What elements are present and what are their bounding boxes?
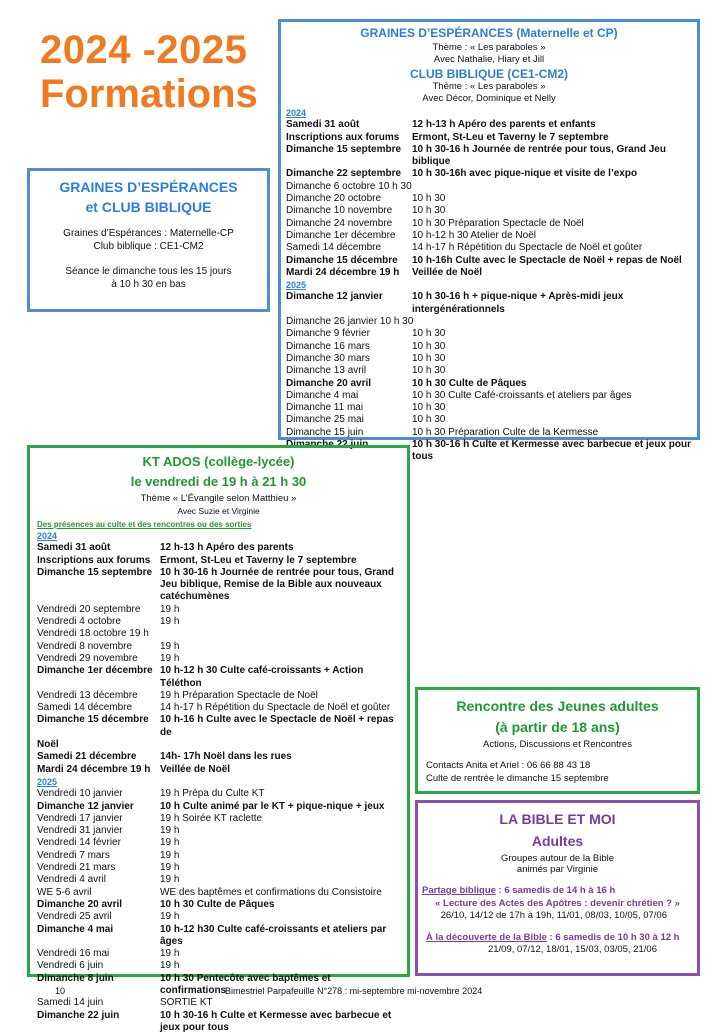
footer-text: Bimestriel Parpafeuille N°278 : mi-septembre mi-novembre 2024 xyxy=(225,986,483,996)
schedule-date: Dimanche 10 novembre xyxy=(286,205,393,217)
schedule-date: Noël xyxy=(37,739,59,751)
schedule-info: 10 h 30-16h avec pique-nique et visite de l’expo xyxy=(412,168,638,180)
schedule-info: 19 h xyxy=(160,652,180,664)
schedule-row xyxy=(37,997,399,1009)
schedule-date: Mardi 24 décembre 19 h xyxy=(37,763,151,775)
title-years: 2024 -2025 xyxy=(40,28,248,72)
schedule-info: Veillée de Noël xyxy=(160,763,231,775)
schedule-row xyxy=(286,168,696,180)
schedule-info xyxy=(412,316,696,328)
schedule-date: Dimanche 12 janvier xyxy=(286,291,383,303)
schedule-info: 10 h 30 xyxy=(412,340,446,352)
schedule-date: Dimanche 30 mars xyxy=(286,352,370,364)
schedule-date: Vendredi 20 septembre xyxy=(37,603,141,615)
schedule-date: Samedi 31 août xyxy=(286,119,360,131)
schedule-info: Veillée de Noël xyxy=(412,266,483,278)
schedule-row xyxy=(37,924,399,949)
schedule-row xyxy=(37,616,399,628)
schedule-date: Dimanche 15 décembre xyxy=(37,714,149,726)
summary-title-2: et CLUB BIBLIQUE xyxy=(85,199,212,215)
summary-line-2: Club biblique : CE1-CM2 xyxy=(93,241,204,252)
schedule-info: 10 h Culte animé par le KT + pique-nique + jeux xyxy=(160,800,385,812)
schedule-info: 10 h-16h Culte avec le Spectacle de Noël + repas de Noël xyxy=(412,254,682,266)
schedule-info: 10 h 30 xyxy=(412,365,446,377)
schedule-date: Vendredi 4 octobre xyxy=(37,616,121,628)
schedule-info: 10 h-12 h30 Culte café-croissants et ateliers par âges xyxy=(160,923,387,947)
schedule-info: 10 h 30 Culte Café-croissants et ateliers par âges xyxy=(412,389,632,401)
year-label: 2024 xyxy=(286,108,307,118)
schedule-row xyxy=(286,132,696,144)
schedule-row xyxy=(37,764,399,776)
schedule-date: Dimanche 20 avril xyxy=(286,377,372,389)
kt-title: KT ADOS (collège-lycée) xyxy=(142,454,295,469)
bible-sub-2: animés par Virginie xyxy=(516,864,599,875)
schedule-info: 19 h xyxy=(160,825,180,837)
schedule-date: Dimanche 20 avril xyxy=(37,898,123,910)
schedule-date: Vendredi 29 novembre xyxy=(37,652,138,664)
schedule-date: Dimanche 22 juin xyxy=(286,439,369,451)
schedule-info: 10 h 30 xyxy=(412,414,446,426)
schedule-date: Dimanche 4 mai xyxy=(286,389,359,401)
schedule-row xyxy=(286,267,696,279)
schedule-date: Samedi 21 décembre xyxy=(37,751,137,763)
club-theme: Thème : « Les paraboles » xyxy=(432,81,546,92)
schedule-info: 14 h-17 h Répétition du Spectacle de Noël et goûter xyxy=(160,702,391,714)
schedule-row xyxy=(286,181,696,193)
partage-line xyxy=(422,885,697,898)
schedule-info: 10 h-12 h 30 Culte café-croissants + Action Téléthon xyxy=(160,665,364,689)
schedule-row xyxy=(286,119,696,131)
schedule-row xyxy=(286,341,696,353)
schedule-date: Dimanche 12 janvier xyxy=(37,800,134,812)
schedule-info: 12 h-13 h Apéro des parents et enfants xyxy=(412,119,596,131)
schedule-date: Vendredi 16 mai xyxy=(37,948,110,960)
schedule-row xyxy=(37,825,399,837)
schedule-date: Inscriptions aux forums xyxy=(286,131,400,143)
schedule-info: 19 h Préparation Spectacle de Noël xyxy=(160,689,318,701)
year-label: 2024 xyxy=(37,531,58,541)
schedule-info: 10 h 30-16 h Culte et Kermesse avec barbecue et jeux pour tous xyxy=(160,1009,392,1033)
schedule-row xyxy=(37,862,399,874)
schedule-info: 19 h xyxy=(160,862,180,874)
decouverte-label: À la découverte de la Bible xyxy=(426,931,547,943)
schedule-date: Vendredi 10 janvier xyxy=(37,788,123,800)
schedule-date: Dimanche 16 mars xyxy=(286,340,370,352)
schedule-info: 19 h xyxy=(160,874,180,886)
schedule-row xyxy=(37,641,399,653)
jeunes-rentree: Culte de rentrée le dimanche 15 septembre xyxy=(426,773,609,784)
schedule-row xyxy=(37,714,399,739)
schedule-date: Dimanche 20 octobre xyxy=(286,193,382,205)
schedule-info: 14h- 17h Noël dans les rues xyxy=(160,751,292,763)
schedule-info: 10 h 30 Culte de Pâques xyxy=(412,377,527,389)
schedule-row xyxy=(37,837,399,849)
year-label: 2025 xyxy=(286,280,307,291)
schedule-info xyxy=(412,181,696,193)
schedule-row xyxy=(37,555,399,567)
schedule-info: 19 h xyxy=(160,603,180,615)
schedule-info: 10 h 30-16 h Culte et Kermesse avec barbecue et jeux pour tous xyxy=(412,439,692,463)
summary-line-1: Graines d’Espérances : Maternelle-CP xyxy=(63,228,234,239)
schedule-date: Dimanche 11 mai xyxy=(286,402,364,414)
schedule-info: 10 h 30 Préparation Culte de la Kermesse xyxy=(412,426,599,438)
schedule-info: 10 h 30 xyxy=(412,402,446,414)
schedule-date: Vendredi 18 octobre 19 h xyxy=(37,628,149,640)
schedule-date: WE 5-6 avril xyxy=(37,886,92,898)
schedule-info: 19 h xyxy=(160,837,180,849)
schedule-row xyxy=(286,378,696,390)
jeunes-sub: Actions, Discussions et Rencontres xyxy=(483,739,632,750)
schedule-row xyxy=(37,788,399,800)
year-label: 2025 xyxy=(37,776,58,787)
schedule-info: 10 h 30 xyxy=(412,328,446,340)
schedule-info: 19 h xyxy=(160,960,180,972)
schedule-date: Dimanche 25 mai xyxy=(286,414,364,426)
bible-sub-1: Groupes autour de la Bible xyxy=(500,853,615,864)
schedule-row xyxy=(286,205,696,217)
schedule-date: Dimanche 4 mai xyxy=(37,923,114,935)
schedule-date: Dimanche 13 avril xyxy=(286,365,367,377)
schedule-info: SORTIE KT xyxy=(160,997,213,1009)
schedule-row xyxy=(37,899,399,911)
schedule-info: 19 h xyxy=(160,911,180,923)
schedule-date: Dimanche 15 septembre xyxy=(37,566,153,578)
schedule-date: Dimanche 1er décembre xyxy=(286,229,396,241)
schedule-info: 14 h-17 h Répétition du Spectacle de Noël et goûter xyxy=(412,242,643,254)
decouverte-rest: : 6 samedis de 10 h 30 à 12 h xyxy=(546,931,680,943)
schedule-info: 19 h xyxy=(160,948,180,960)
schedule-row xyxy=(37,739,399,751)
schedule-row xyxy=(286,255,696,267)
club-title: CLUB BIBLIQUE (CE1-CM2) xyxy=(410,67,568,81)
schedule-row xyxy=(37,960,399,972)
schedule-date: Samedi 31 août xyxy=(37,542,111,554)
schedule-row xyxy=(286,414,696,426)
schedule-info: 19 h Soirée KT raclette xyxy=(160,812,263,824)
schedule-date: Vendredi 7 mars xyxy=(37,849,110,861)
schedule-info: 19 h xyxy=(160,640,180,652)
schedule-info: 10 h 30-16 h + pique-nique + Après-midi jeux intergénérationnels xyxy=(412,291,624,315)
decouverte-line xyxy=(426,932,697,945)
schedule-row xyxy=(37,948,399,960)
schedule-date: Dimanche 6 octobre 10 h 30 xyxy=(286,180,412,192)
schedule-info: 19 h Prépa du Culte KT xyxy=(160,788,265,800)
schedule-info: 10 h 30 Préparation Spectacle de Noël xyxy=(412,217,584,229)
schedule-row xyxy=(286,218,696,230)
schedule-info: 10 h 30-16 h Journée de rentrée pour tous, Grand Jeu biblique xyxy=(412,143,666,168)
schedule-date: Vendredi 4 avril xyxy=(37,874,106,886)
schedule-date: Samedi 14 décembre xyxy=(286,242,382,254)
title-formations: Formations xyxy=(40,72,258,116)
graines-club-schedule-box xyxy=(278,19,700,463)
schedule-info: WE des baptêmes et confirmations du Consistoire xyxy=(160,886,382,898)
graines-title: GRAINES D’ESPÉRANCES (Maternelle et CP) xyxy=(360,26,618,40)
jeunes-subtitle: (à partir de 18 ans) xyxy=(495,719,620,735)
summary-title-1: GRAINES D’ESPÉRANCES xyxy=(59,179,238,195)
schedule-row xyxy=(37,850,399,862)
schedule-row xyxy=(37,702,399,714)
schedule-info: 19 h xyxy=(160,616,180,628)
schedule-info xyxy=(160,739,399,751)
schedule-date: Dimanche 24 novembre xyxy=(286,217,393,229)
schedule-row xyxy=(286,291,696,316)
schedule-row xyxy=(286,193,696,205)
schedule-row xyxy=(286,230,696,242)
schedule-row xyxy=(37,801,399,813)
schedule-row xyxy=(286,144,696,169)
schedule-info: 12 h-13 h Apéro des parents xyxy=(160,542,294,554)
schedule-date: Inscriptions aux forums xyxy=(37,554,151,566)
summary-line-4: à 10 h 30 en bas xyxy=(111,279,186,290)
schedule-date: Dimanche 15 septembre xyxy=(286,143,402,155)
schedule-row xyxy=(37,751,399,763)
schedule-date: Vendredi 31 janvier xyxy=(37,825,123,837)
schedule-row xyxy=(37,813,399,825)
schedule-date: Dimanche 15 décembre xyxy=(286,254,398,266)
kt-theme: Thème « L’Évangile selon Matthieu » xyxy=(140,493,297,504)
schedule-row xyxy=(286,365,696,377)
kt-schedule xyxy=(37,519,399,1034)
schedule-info: 10 h-16 h Culte avec le Spectacle de Noël + repas de xyxy=(160,714,394,738)
schedule-row xyxy=(37,690,399,702)
schedule-info: 10 h-12 h 30 Atelier de Noël xyxy=(412,229,536,241)
schedule-row xyxy=(37,653,399,665)
schedule-row xyxy=(37,604,399,616)
schedule-info: Ermont, St-Leu et Taverny le 7 septembre xyxy=(412,131,609,143)
decouverte-dates: 21/09, 07/12, 18/01, 15/03, 03/05, 21/06 xyxy=(487,944,657,955)
schedule-info: 10 h 30 xyxy=(412,205,446,217)
schedule-row xyxy=(286,390,696,402)
schedule-date: Vendredi 21 mars xyxy=(37,862,116,874)
schedule-row xyxy=(286,427,696,439)
schedule-info: 10 h 30 xyxy=(412,352,446,364)
graines-theme: Thème : « Les paraboles » xyxy=(432,42,546,53)
schedule-info: 10 h 30 Culte de Pâques xyxy=(160,898,275,910)
schedule-date: Dimanche 22 septembre xyxy=(286,168,402,180)
schedule-row xyxy=(37,887,399,899)
bible-et-moi-box xyxy=(415,800,700,976)
schedule-info: 10 h 30-16 h Journée de rentrée pour tous, Grand Jeu biblique, Remise de la Bible aux nouveaux catéchumènes xyxy=(160,566,394,603)
schedule-date: Dimanche 22 juin xyxy=(37,1009,120,1021)
schedule-row xyxy=(37,665,399,690)
schedule-date: Dimanche 26 janvier 10 h 30 xyxy=(286,316,414,328)
page-number: 10 xyxy=(55,986,66,996)
jeunes-adultes-box xyxy=(415,687,700,794)
page-title xyxy=(40,28,260,116)
jeunes-title: Rencontre des Jeunes adultes xyxy=(456,698,659,714)
schedule-date: Vendredi 14 février xyxy=(37,837,121,849)
schedule-date: Dimanche 15 juin xyxy=(286,426,364,438)
schedule-row xyxy=(37,542,399,554)
schedule-info: 10 h 30 Pentecôte avec baptêmes et confirmations xyxy=(160,972,331,996)
graines-club-summary-box xyxy=(27,168,270,312)
schedule-date: Vendredi 8 novembre xyxy=(37,640,133,652)
schedule-date: Vendredi 25 avril xyxy=(37,911,112,923)
schedule-row xyxy=(286,402,696,414)
schedule-row xyxy=(37,874,399,886)
schedule-date: Vendredi 13 décembre xyxy=(37,689,138,701)
schedule-row xyxy=(37,911,399,923)
schedule-row xyxy=(286,353,696,365)
bible-subtitle: Adultes xyxy=(531,833,584,849)
schedule-row xyxy=(286,242,696,254)
kt-subtitle: le vendredi de 19 h à 21 h 30 xyxy=(130,474,307,489)
kt-with: Avec Suzie et Virginie xyxy=(177,506,260,516)
schedule-date: Dimanche 9 février xyxy=(286,328,370,340)
partage-dates: 26/10, 14/12 de 17h à 19h, 11/01, 08/03, 10/05, 07/06 xyxy=(440,910,667,921)
schedule-date: Dimanche 8 juin xyxy=(37,972,114,984)
schedule-date: Samedi 14 juin xyxy=(37,997,104,1009)
schedule-date: Vendredi 17 janvier xyxy=(37,812,123,824)
schedule-row xyxy=(286,328,696,340)
partage-label: Partage biblique xyxy=(422,885,496,896)
graines-schedule xyxy=(286,107,696,464)
graines-with: Avec Nathalie, Hiary et Jill xyxy=(433,54,545,65)
club-with: Avec Décor, Dominique et Nelly xyxy=(422,93,556,104)
schedule-date: Dimanche 1er décembre xyxy=(37,665,153,677)
schedule-date: Samedi 14 décembre xyxy=(37,702,133,714)
schedule-row xyxy=(37,1010,399,1034)
schedule-row xyxy=(286,316,696,328)
summary-line-3: Séance le dimanche tous les 15 jours xyxy=(65,266,232,277)
schedule-date: Vendredi 6 juin xyxy=(37,960,104,972)
schedule-row xyxy=(37,567,399,604)
kt-note: Des présences au culte et des rencontres ou des sorties xyxy=(37,520,252,529)
partage-theme: « Lecture des Actes des Apôtres : devenir chrétien ? » xyxy=(435,897,680,909)
schedule-info: 10 h 30 xyxy=(412,193,446,205)
bible-title: LA BIBLE ET MOI xyxy=(499,811,616,827)
partage-rest: : 6 samedis de 14 h à 16 h xyxy=(495,885,616,896)
schedule-date: Mardi 24 décembre 19 h xyxy=(286,266,400,278)
schedule-info: Ermont, St-Leu et Taverny le 7 septembre xyxy=(160,554,357,566)
schedule-row xyxy=(37,628,399,640)
schedule-info xyxy=(160,628,399,640)
jeunes-contact: Contacts Anita et Ariel : 06 66 88 43 18 xyxy=(426,760,591,771)
schedule-info: 19 h xyxy=(160,849,180,861)
